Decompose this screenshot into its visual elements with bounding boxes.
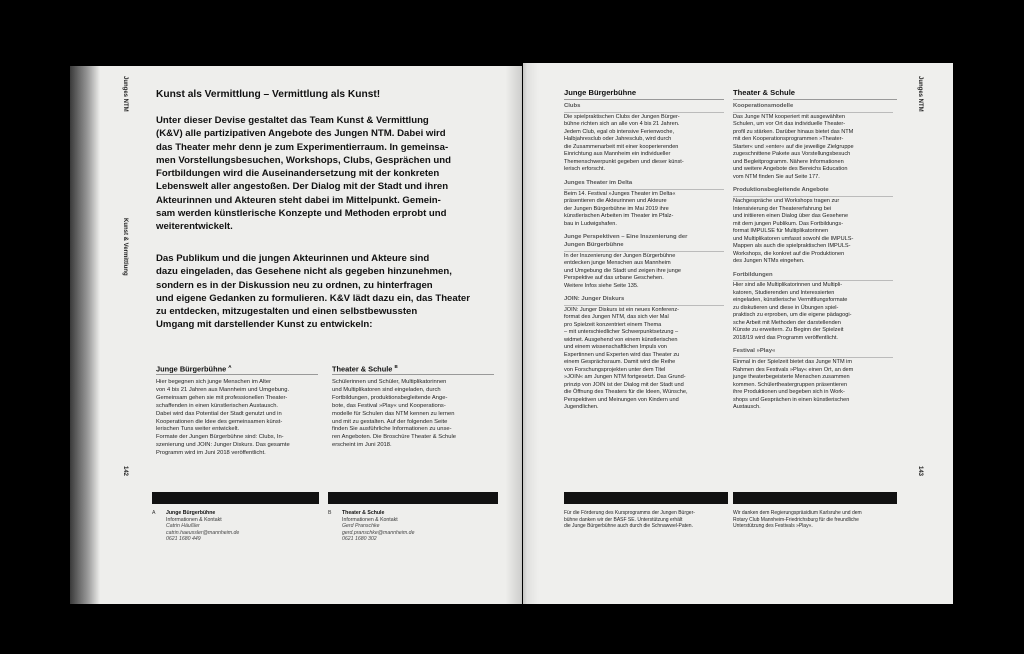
page-edge-shadow (70, 66, 100, 604)
section (564, 234, 729, 290)
page-number-right: 143 (917, 466, 923, 477)
text-line: die Zusammenarbeit mit einer kooperierenden (564, 143, 679, 150)
contact-subtitle: Informationen & Kontakt (166, 516, 222, 523)
footnote-line: Wir danken dem Regierungspräsidium Karlsruhe und dem (733, 510, 862, 516)
column-title-theater-schule: Theater & Schule (733, 88, 796, 97)
footnote-line: Für die Förderung des Kursprogramms der Jungen Bürger- (564, 510, 695, 516)
section-heading (564, 180, 729, 188)
text-line: weiterentwickelt. (156, 221, 233, 233)
section (564, 296, 729, 412)
text-line: sam werden künstlerische Konzepte und Methoden erprobt und (156, 208, 447, 220)
text-line: sche Arbeit mit Methoden der darstellenden (733, 319, 841, 326)
contact-block-b (342, 510, 492, 543)
text-line: shops und Gesprächen in einen künstlerischen (733, 396, 850, 403)
text-line: sondern es in der Diskussion neu zu ordnen, zu hinterfragen (156, 279, 433, 291)
text-line: prinzip von JOIN ist der Dialog mit der Stadt und (564, 381, 684, 388)
contact-letter-b: B (328, 510, 332, 516)
footnote-line: Unterstützung des Festivals »Play«. (733, 523, 813, 530)
text-line: mit den Kooperationsprogrammen »Theater- (733, 136, 844, 143)
section-heading (564, 296, 729, 304)
right-column-1-body (564, 103, 729, 412)
section-heading-line: Kooperationsmodelle (733, 103, 794, 109)
black-bar (152, 492, 319, 504)
text-line: Perspektive auf das urbane Geschehen. (564, 275, 664, 282)
section-heading-line: Produktionsbegleitende Angebote (733, 187, 829, 194)
text-line: Schülerinnen und Schüler, Multiplikatorinnen (332, 379, 447, 385)
text-line: praktisch zu erproben, um die eigene pädagogi- (733, 312, 852, 319)
text-line: Expertinnen und Experten wird das Theater zu (564, 351, 680, 358)
section (564, 180, 729, 228)
text-line: Kooperationen die Idee des gemeinsamen künst- (156, 418, 283, 425)
text-line: Starter« und »enter« auf die jeweilige Zielgruppe (733, 143, 854, 150)
divider (733, 99, 897, 100)
text-line: Halbjahresclub oder Jahresclub, wird durch (564, 136, 672, 143)
text-line: Einmal in der Spielzeit bietet das Junge NTM im (733, 359, 853, 366)
text-line: Austausch. (733, 404, 761, 411)
text-line: vom NTM finden Sie auf Seite 177. (733, 173, 820, 180)
text-line: »JOIN« am Jungen NTM fortgesetzt. Das Grund- (564, 374, 686, 381)
section (564, 103, 729, 174)
contact-phone: 0621 1680 449 (166, 536, 201, 543)
text-line: und weitere Angebote des Bereichs Education (733, 166, 848, 173)
footnote-line: bühne danken wir der BASF SE. Unterstützung erhält (564, 516, 683, 523)
section-body (733, 198, 908, 266)
text-line: von Forschungsprojekten unter dem Titel (564, 366, 666, 373)
text-line: katoren, Studierenden und Interessierten (733, 289, 835, 296)
contact-title: Junge Bürgerbühne (166, 510, 216, 516)
section-heading (733, 187, 908, 195)
column-title-junge-buergerbuehne (156, 364, 232, 373)
text-line: Programm wird im Juni 2018 veröffentlicht. (156, 450, 266, 457)
divider (156, 374, 318, 375)
divider (564, 189, 724, 190)
text-line: Das Junge NTM kooperiert mit ausgewählten (733, 113, 845, 120)
section-body (564, 191, 729, 229)
footnote-sponsor-1 (564, 510, 732, 530)
section-head-left: Kunst & Vermittlung (122, 218, 128, 276)
text-line: eingeladen, künstlerische Vermittlungsformate (733, 297, 848, 304)
text-line: ihre Produktionen und begeben sich in Work- (733, 389, 845, 396)
text-line: von 4 bis 21 Jahren aus Mannheim und Umgebung. (156, 386, 290, 393)
section-heading (564, 103, 729, 111)
text-line: ren Angeboten. Die Broschüre Theater & Schule (332, 434, 456, 441)
text-line: und mit zu gestalten. Auf der folgenden Seite (332, 418, 448, 425)
text-line: schaffenden in einen künstlerischen Austausch. (156, 402, 279, 409)
column-text-theater-schule (332, 379, 502, 450)
text-line: zugeschnittene Pakete aus Vorstellungsbesuch (733, 151, 851, 158)
text-line: Einrichtung aus Mannheim ein individueller (564, 151, 671, 158)
right-column-2-body (733, 103, 908, 412)
text-line: und Umgebung die Stadt und zeigen ihre junge (564, 267, 681, 274)
text-line: pro Spielzeit konzentriert einem Thema (564, 321, 662, 328)
text-line: künstlerischen Arbeiten im Theater im Pfalz- (564, 213, 674, 220)
text-line: erscheint im Juni 2018. (332, 442, 392, 449)
text-line: Die spielpraktischen Clubs der Jungen Bürger- (564, 113, 680, 120)
column-title-theater-schule (332, 364, 398, 373)
section-heading-line: JOIN: Junger Diskurs (564, 296, 625, 303)
text-line: die Öffnung des Theaters für die Ideen, Wünsche, (564, 389, 688, 396)
text-line: Hier sind alle Multiplikatorinnen und Multipli- (733, 282, 843, 289)
text-line: Weitere Infos siehe Seite 135. (564, 282, 639, 289)
text-line: Künste zu erweitern. Zu Beginn der Spielzeit (733, 327, 844, 334)
section-heading (733, 348, 908, 356)
section-heading (733, 272, 908, 280)
section-body (733, 359, 908, 412)
text-line: finden Sie ausführliche Informationen zu unse- (332, 426, 452, 433)
text-line: und Multiplikatoren sind eingeladen, durch (332, 386, 441, 393)
contact-subtitle: Informationen & Kontakt (342, 516, 398, 523)
section (733, 272, 908, 343)
text-line: Hier begegnen sich junge Menschen im Alter (156, 379, 272, 385)
text-line: In der Inszenierung der Jungen Bürgerbühne (564, 252, 676, 259)
text-line: bote, das Festival »Play« und Kooperations- (332, 402, 446, 409)
contact-block-a (166, 510, 316, 543)
text-line: format IMPULSE für Multiplikatorinnen (733, 228, 829, 235)
headline: Kunst als Vermittlung – Vermittlung als Kunst! (156, 89, 381, 100)
divider (733, 196, 893, 197)
section-heading-line: Clubs (564, 103, 581, 109)
section-heading-line: Junges Theater im Delta (564, 179, 633, 186)
right-column-1 (564, 88, 729, 418)
footnote-line: Rotary Club Mannheim-Friedrichsburg für die freundliche (733, 516, 859, 523)
text-line: Gemeinsam gehen sie mit professionellen Theater- (156, 394, 288, 401)
section-heading-line: Fortbildungen (733, 271, 773, 278)
text-line: und Multiplikatoren umfasst sowohl die IMPULS- (733, 235, 854, 242)
black-bar (328, 492, 498, 504)
text-line: men Vorstellungsbesuchen, Workshops, Clubs, Gesprächen und (156, 154, 451, 166)
section (733, 187, 908, 265)
column-title-text: Theater & Schule (332, 364, 393, 374)
text-line: Umgang mit darstellender Kunst zu entwickeln: (156, 319, 373, 331)
text-line: JOIN: Junger Diskurs ist ein neues Konferenz- (564, 306, 680, 313)
text-line: und einem wissenschaftlichen Impuls von (564, 344, 667, 351)
column-title-junge-buergerbuehne: Junge Bürgerbühne (564, 88, 637, 97)
text-line: das Theater mehr denn je zum Experimentierraum. In gemeinsa- (156, 141, 449, 153)
text-line: Jedem Club, egal ob intensive Ferienwoche, (564, 128, 675, 135)
divider (564, 251, 724, 252)
text-line: profil zu stärken. Darüber hinaus bietet das NTM (733, 128, 854, 135)
contact-email[interactable]: catrin.haeussler@mannheim.de (166, 529, 240, 536)
text-line: Fortbildungen wird die Auseinandersetzung mit der konkreten (156, 168, 440, 180)
section (733, 103, 908, 181)
text-line: format des Jungen NTM, das sich vier Mal (564, 314, 669, 321)
text-line: Rahmen des Festivals »Play« einen Ort, an dem (733, 366, 854, 373)
text-line: und Begleitprogramm. Nähere Informationen (733, 158, 844, 165)
divider (332, 374, 494, 375)
footnote-line: die Junge Bürgerbühne auch durch die Schnawwel-Paten. (564, 523, 693, 530)
text-line: entdecken junge Menschen aus Mannheim (564, 260, 671, 267)
column-marker: B (394, 364, 398, 369)
text-line: widmet. Ausgehend von einem künstlerischen (564, 336, 678, 343)
section-body (564, 253, 729, 291)
contact-email[interactable]: gerd.pranschke@mannheim.de (342, 529, 415, 536)
section-body (733, 282, 908, 342)
text-line: Unter dieser Devise gestaltet das Team Kunst & Vermittlung (156, 115, 429, 126)
right-column-2 (733, 88, 908, 418)
black-bar (564, 492, 728, 504)
text-line: Akteurinnen und Akteuren steht dabei im Mittelpunkt. Gemein- (156, 194, 441, 206)
second-paragraph (156, 252, 511, 332)
section-heading-line: Junge Perspektiven – Eine Inszenierung der (564, 234, 688, 241)
text-line: Dabei wird das Potential der Stadt genutzt und in (156, 410, 282, 417)
section-body (733, 114, 908, 182)
contact-letter-a: A (152, 510, 156, 516)
black-bar (733, 492, 897, 504)
text-line: lerischen Tuns weiter entwickelt. (156, 426, 240, 433)
column-title-text: Junge Bürgerbühne (156, 364, 227, 374)
text-line: szenierung und JOIN: Junger Diskurs. Das gesamte (156, 442, 290, 449)
text-line: Mappen als auch die spielpraktischen IMPULS- (733, 243, 851, 250)
text-line: bühne richten sich an alle von 4 bis 21 Jahren. (564, 121, 680, 128)
text-line: Workshops, die konkret auf die Produktionen (733, 250, 845, 257)
section-body (564, 307, 729, 412)
text-line: Intensivierung der Theatererfahrung bei (733, 205, 832, 212)
footnote-sponsor-2 (733, 510, 903, 530)
contact-title: Theater & Schule (342, 510, 385, 516)
text-line: mit dem jungen Publikum. Das Fortbildungs- (733, 220, 844, 227)
text-line: präsentieren die Akteurinnen und Akteure (564, 198, 667, 205)
divider (733, 357, 893, 358)
section-heading (733, 103, 908, 111)
text-line: junge theaterbegeisterte Menschen zusammen (733, 374, 850, 381)
section-body (564, 114, 729, 174)
divider (733, 112, 893, 113)
text-line: Beim 14. Festival »Junges Theater im Delta« (564, 190, 676, 197)
text-line: Themenschwerpunkt gegeben und dieser künst- (564, 158, 684, 165)
running-head-right: Junges NTM (917, 76, 923, 112)
text-line: (K&V) alle partizipativen Angebote des Jungen NTM. Dabei wird (156, 128, 446, 140)
contact-name: Gerd Pranschke (342, 523, 380, 530)
page-number-left: 142 (122, 466, 128, 477)
section (733, 348, 908, 411)
text-line: Nachgespräche und Workshops tragen zur (733, 198, 840, 205)
text-line: Das Publikum und die jungen Akteurinnen und Akteure sind (156, 253, 430, 264)
text-line: 2018/19 wird das Programm veröffentlicht. (733, 334, 838, 341)
contact-name: Catrin Häußler (166, 523, 200, 530)
text-line: und eigene Gedanken zu formulieren. K&V lädt dazu ein, das Theater (156, 292, 470, 304)
divider (564, 305, 724, 306)
section-heading (564, 234, 729, 250)
contact-phone: 0621 1680 302 (342, 536, 377, 543)
divider (564, 99, 724, 100)
running-head-left: Junges NTM (122, 76, 128, 112)
text-line: Fortbildungen, produktionsbegleitende Ange- (332, 394, 448, 401)
section-heading-line: Festival »Play« (733, 348, 776, 355)
text-line: des Jungen NTMs eingehen. (733, 258, 805, 265)
text-line: Formate der Jungen Bürgerbühne sind: Clubs, In- (156, 434, 284, 441)
column-marker: A (228, 364, 232, 369)
text-line: der Jungen Bürgerbühne im Mai 2019 ihre (564, 205, 669, 212)
text-line: Perspektiven und Meinungen von Kindern und (564, 396, 679, 403)
column-text-junge-buergerbuehne (156, 379, 326, 458)
divider (733, 280, 893, 281)
text-line: einem Gesprächsraum. Damit wird die Reihe (564, 359, 676, 366)
text-line: – mit unterschiedlicher Schwerpunktsetzung – (564, 329, 679, 336)
intro-paragraph (156, 114, 511, 234)
text-line: dazu eingeladen, das Gesehene nicht als gegeben hinzunehmen, (156, 266, 452, 278)
text-line: bau in Ludwigshafen. (564, 220, 617, 227)
text-line: zu entdecken, mitzugestalten und einen selbstbewussten (156, 306, 418, 318)
text-line: lerisch erforscht. (564, 166, 606, 173)
text-line: zu diskutieren und diese in Übungen spiel- (733, 304, 839, 311)
divider (564, 112, 724, 113)
text-line: und initiieren einen Dialog über das Gesehene (733, 213, 849, 220)
text-line: modelle für Schulen das NTM kennen zu lernen (332, 410, 455, 417)
text-line: Lebenswelt aller angestoßen. Der Dialog mit der Stadt und ihren (156, 181, 449, 193)
section-heading-line: Jungen Bürgerbühne (564, 241, 624, 248)
text-line: kommen. Schülertheatergruppen präsentieren (733, 381, 848, 388)
text-line: Schulen, um vor Ort das individuelle Theater- (733, 121, 846, 128)
text-line: Jugendlichen. (564, 404, 599, 411)
